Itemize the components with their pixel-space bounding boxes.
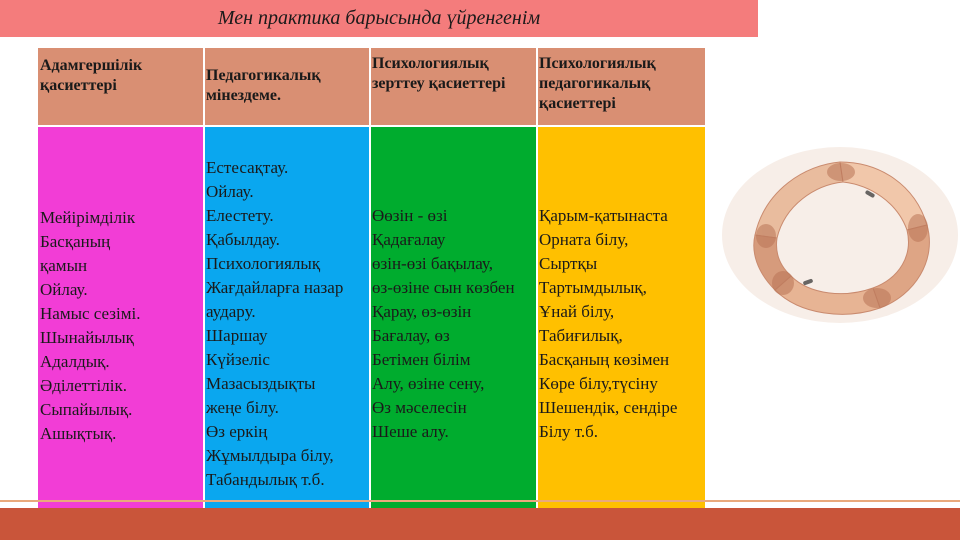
table-divider [536, 48, 538, 520]
table-divider [38, 125, 705, 127]
header-moral-qualities [38, 48, 204, 126]
table-divider [203, 48, 205, 520]
cell-moral-qualities: Мейірімділік Басқаның қамын Ойлау. Намыс сезімі. Шынайылық Адалдық. Әділеттілік. Сыпайылық. Ашықтық. [38, 126, 204, 520]
header-psych-research-qualities [370, 48, 537, 126]
header-label: Психологиялық педагогикалық қасиеттері [539, 55, 656, 112]
joined-hands-image [715, 140, 960, 330]
bottom-stripe [0, 500, 960, 502]
header-pedagogical-description [204, 48, 370, 126]
bottom-bar [0, 508, 960, 540]
slide-title: Мен практика барысында үйренгенім [217, 7, 541, 29]
table-divider [369, 48, 371, 520]
header-label: Психологиялық зерттеу қасиеттері [372, 55, 506, 92]
header-label: Педагогикалық мінездеме. [206, 67, 321, 104]
cell-psych-pedagogical-qualities: Қарым-қатынаста Орната білу, Сыртқы Тартымдылық, Ұнай білу, Табиғилық, Басқаның көзімен Көре білу,түсіну Шешендік, сендіре Білу т.б. [537, 126, 705, 520]
header-label: Адамгершілік қасиеттері [40, 57, 143, 94]
cell-psych-research-qualities: Өөзін - өзі Қадағалау өзін-өзі бақылау, өз-өзіне сын көзбен Қарау, өз-өзін Бағалау, өз Бетімен білім Алу, өзіне сену, Өз мәселесін Шеше алу. [370, 126, 537, 520]
header-psych-pedagogical-qualities [537, 48, 705, 126]
cell-pedagogical-description: Естесақтау. Ойлау. Елестету. Қабылдау. Психологиялық Жағдайларға назар аудару. Шаршау Күйзеліс Мазасыздықты жеңе білу. Өз еркің Жұмылдыра білу, Табандылық т.б. [204, 126, 370, 520]
